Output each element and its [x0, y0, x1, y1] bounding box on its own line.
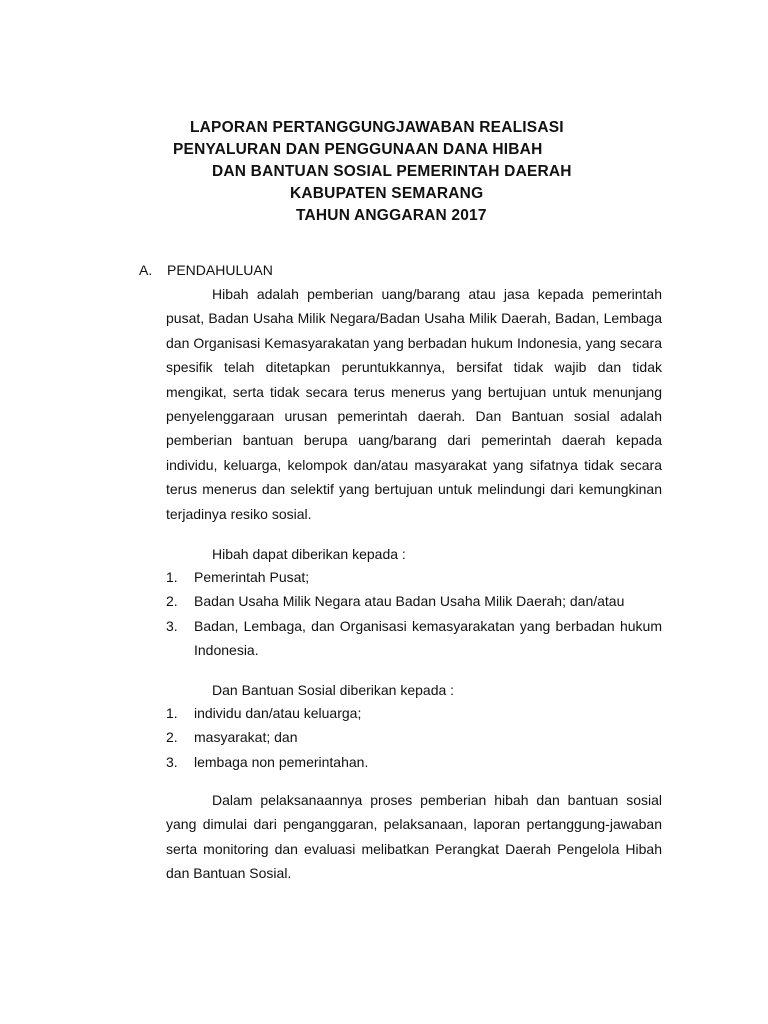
list-number: 1. — [166, 569, 178, 585]
list-number: 2. — [166, 593, 178, 610]
section-title: PENDAHULUAN — [167, 262, 273, 278]
list-item — [166, 565, 662, 589]
list-item — [166, 614, 662, 663]
list-item-text: lembaga non pemerintahan. — [194, 753, 369, 770]
list-item — [166, 750, 662, 774]
paragraph-process: Dalam pelaksanaannya proses pemberian hibah dan bantuan sosial yang dimulai dari penganggaran, pelaksanaan, laporan pertanggung-jawaban serta monitoring dan evaluasi melibatkan Perangkat Daerah Pengelola Hibah dan Bantuan Sosial. — [166, 792, 662, 882]
list-item-text: Pemerintah Pusat; — [194, 569, 310, 585]
list-item — [166, 701, 662, 725]
list-item-text: individu dan/atau keluarga; — [194, 705, 362, 721]
section-letter: A. — [139, 262, 153, 278]
list-number: 3. — [166, 753, 178, 770]
document-title — [0, 117, 768, 227]
bansos-list-lead: Dan Bantuan Sosial diberikan kepada : — [212, 682, 455, 698]
bansos-recipient-list — [166, 701, 662, 774]
title-line-2: PENYALURAN DAN PENGGUNAAN DANA HIBAH — [173, 141, 543, 158]
list-item-text: masyarakat; dan — [194, 729, 298, 746]
title-line-3: DAN BANTUAN SOSIAL PEMERINTAH DAERAH — [212, 163, 572, 180]
list-number: 1. — [166, 705, 178, 721]
list-number: 2. — [166, 729, 178, 746]
title-line-1: LAPORAN PERTANGGUNGJAWABAN REALISASI — [190, 119, 564, 136]
list-item-text: Badan, Lembaga, dan Organisasi kemasyarakatan yang berbadan hukum Indonesia. — [194, 617, 662, 659]
hibah-list-lead: Hibah dapat diberikan kepada : — [212, 546, 406, 562]
list-item-text: Badan Usaha Milik Negara atau Badan Usaha Milik Daerah; dan/atau — [194, 593, 625, 610]
list-number: 3. — [166, 617, 178, 634]
list-item — [166, 725, 662, 749]
hibah-recipient-list — [166, 565, 662, 663]
title-line-5: TAHUN ANGGARAN 2017 — [296, 207, 487, 224]
paragraph-definition: Hibah adalah pemberian uang/barang atau jasa kepada pemerintah pusat, Badan Usaha Milik Negara/Badan Usaha Milik Daerah, Badan, Lembaga dan Organisasi Kemasyarakatan yang berbadan hukum Indonesia, yang secara spesifik telah ditetapkan peruntukkannya, bersifat tidak wajib dan tidak mengikat, serta tidak secara terus menerus yang bertujuan untuk menunjang penyelenggaraan urusan pemerintah daerah. Dan Bantuan sosial adalah pemberian bantuan berupa uang/barang dari pemerintah daerah kepada individu, keluarga, kelompok dan/atau masyarakat yang sifatnya tidak secara terus menerus dan selektif yang bertujuan untuk melindungi dari kemungkinan terjadinya resiko sosial. — [166, 286, 662, 522]
section-heading — [139, 262, 273, 278]
title-line-4: KABUPATEN SEMARANG — [290, 185, 484, 202]
list-item — [166, 589, 662, 613]
